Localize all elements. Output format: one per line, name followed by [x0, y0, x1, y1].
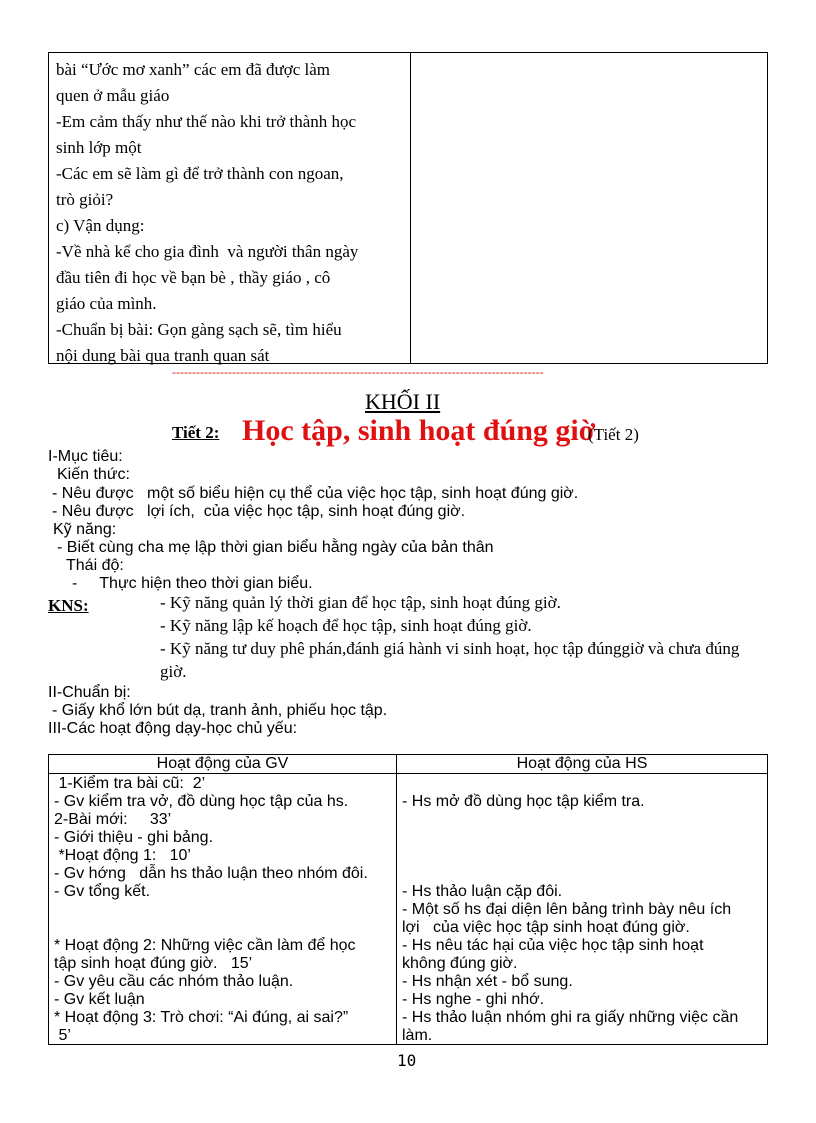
kns-item-1: - Kỹ năng quản lý thời gian để học tập, sinh hoạt đúng giờ.: [160, 593, 561, 612]
teacher-activity-line: 2-Bài mới: 33’: [54, 811, 172, 828]
student-activity-line: - Hs nhận xét - bổ sung.: [402, 973, 573, 990]
preparation-item-1: - Giấy khổ lớn bút dạ, tranh ảnh, phiếu học tập.: [52, 702, 388, 719]
teacher-activity-line: - Gv hớng dẫn hs thảo luận theo nhóm đôi.: [54, 865, 368, 882]
student-activity-line: - Hs thảo luận cặp đôi.: [402, 883, 563, 900]
text-line: quen ở mẫu giáo: [56, 86, 170, 105]
skill-label: Kỹ năng:: [53, 521, 117, 538]
student-activity-line: - Hs nghe - ghi nhớ.: [402, 991, 545, 1008]
kns-item-3-continued: giờ.: [160, 662, 187, 681]
student-activity-line: [402, 811, 764, 829]
objectives-title: I-Mục tiêu:: [48, 448, 123, 465]
separator-line: ---------------------------------------------------------------------------------------------: [172, 366, 544, 378]
teacher-activity-line: 1-Kiểm tra bài cũ: 2’: [54, 775, 206, 792]
student-activity-line: [402, 847, 764, 865]
student-activity-line: làm.: [402, 1027, 433, 1044]
kns-label: KNS:: [48, 596, 89, 615]
attitude-item-1: - Thực hiện theo thời gian biểu.: [72, 575, 313, 592]
text-line: nội dung bài qua tranh quan sát: [56, 346, 270, 365]
text-line: -Em cảm thấy như thế nào khi trở thành học: [56, 112, 357, 131]
student-activity-line: [402, 865, 764, 883]
student-activity-line: - Hs thảo luận nhóm ghi ra giấy những việc cần: [402, 1009, 739, 1026]
lesson-period-label: Tiết 2:: [172, 423, 220, 442]
text-line: giáo của mình.: [56, 294, 157, 313]
text-line: c) Vận dụng:: [56, 216, 145, 235]
activities-title: III-Các hoạt động dạy-học chủ yếu:: [48, 720, 298, 737]
teacher-activity-line: [54, 901, 392, 919]
activity-table-header-divider: [49, 773, 767, 774]
teacher-activity-line: 5’: [54, 1027, 71, 1044]
knowledge-item-1: - Nêu được một số biểu hiện cụ thể của việc học tập, sinh hoạt đúng giờ.: [52, 485, 579, 502]
header-student-activities: Hoạt động của HS: [516, 755, 648, 772]
header-teacher-activities: Hoạt động của GV: [156, 755, 289, 772]
student-activity-line: - Hs nêu tác hại của việc học tập sinh hoạt: [402, 937, 704, 954]
preparation-title: II-Chuẩn bị:: [48, 684, 131, 701]
attitude-label: Thái độ:: [66, 557, 124, 574]
kns-item-2: - Kỹ năng lập kế hoạch để học tập, sinh hoạt đúng giờ.: [160, 616, 532, 635]
text-line: sinh lớp một: [56, 138, 142, 157]
grade-heading: KHỐI II: [365, 389, 441, 414]
teacher-activity-line: [54, 919, 392, 937]
student-activity-line: - Hs mở đồ dùng học tập kiểm tra.: [402, 793, 645, 810]
student-activity-line: - Một số hs đại diện lên bảng trình bày nêu ích: [402, 901, 732, 918]
text-line: đầu tiên đi học về bạn bè , thầy giáo , cô: [56, 268, 331, 287]
skill-item-1: - Biết cùng cha mẹ lập thời gian biểu hằng ngày của bản thân: [57, 539, 494, 556]
text-line: -Về nhà kể cho gia đình và người thân ngày: [56, 242, 359, 261]
student-activity-line: [402, 829, 764, 847]
teacher-activity-line: - Gv kết luận: [54, 991, 145, 1008]
kns-item-3: - Kỹ năng tư duy phê phán,đánh giá hành vi sinh hoạt, học tập đúnggiờ và chưa đúng: [160, 639, 740, 658]
student-activity-line: lợi của việc học tập sinh hoạt đúng giờ.: [402, 919, 690, 936]
teacher-activity-line: tập sinh hoạt đúng giờ. 15’: [54, 955, 253, 972]
knowledge-item-2: - Nêu được lợi ích, của việc học tập, sinh hoạt đúng giờ.: [52, 503, 466, 520]
student-activity-line: không đúng giờ.: [402, 955, 518, 972]
activity-table-column-divider: [396, 755, 397, 1044]
top-table-left-cell: [56, 57, 406, 369]
text-line: bài “Ước mơ xanh” các em đã được làm: [56, 60, 331, 79]
page-number: 10: [397, 1051, 417, 1070]
top-table-divider: [410, 53, 411, 363]
teacher-activity-line: * Hoạt động 2: Những việc cần làm để học: [54, 937, 356, 954]
student-activity-line: [402, 775, 764, 793]
teacher-activity-line: - Gv kiểm tra vở, đồ dùng học tập của hs.: [54, 793, 349, 810]
text-line: -Chuẩn bị bài: Gọn gàng sạch sẽ, tìm hiểu: [56, 320, 342, 339]
lesson-title: Học tập, sinh hoạt đúng giờ: [242, 414, 596, 447]
lesson-subtitle: (Tiết 2): [588, 425, 639, 444]
knowledge-label: Kiến thức:: [57, 466, 130, 483]
teacher-activity-line: - Gv tổng kết.: [54, 883, 151, 900]
teacher-activity-line: *Hoạt động 1: 10’: [54, 847, 191, 864]
activity-table: [48, 754, 768, 1045]
teacher-activity-line: - Gv yêu cầu các nhóm thảo luận.: [54, 973, 294, 990]
teacher-activity-line: - Giới thiệu - ghi bảng.: [54, 829, 214, 846]
text-line: trò giỏi?: [56, 190, 114, 209]
text-line: -Các em sẽ làm gì để trở thành con ngoan,: [56, 164, 344, 183]
teacher-activity-line: * Hoạt động 3: Trò chơi: “Ai đúng, ai sai?”: [54, 1009, 349, 1026]
student-activities-column: [402, 775, 764, 1045]
teacher-activities-column: [54, 775, 392, 1045]
top-table: [48, 52, 768, 364]
